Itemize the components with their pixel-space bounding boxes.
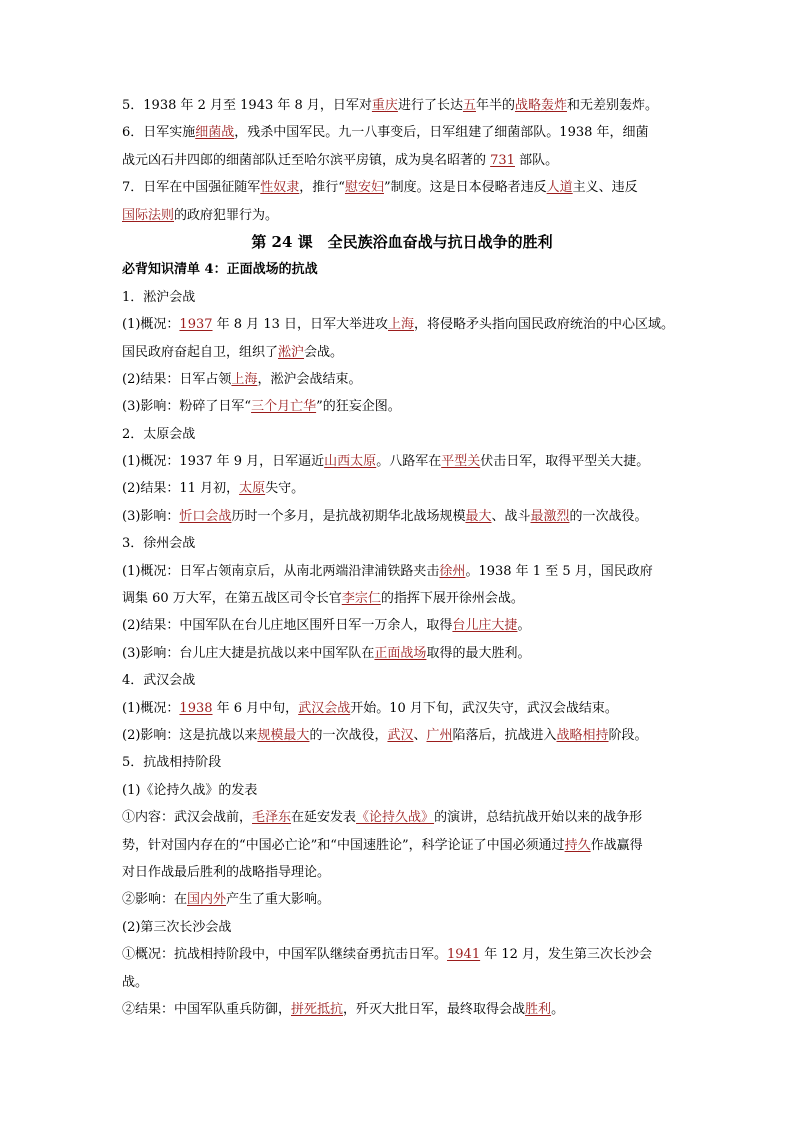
text-segment: (3)影响：粉碎了日军“ bbox=[122, 399, 252, 415]
text-segment: (1)概况：1937 年 9 月，日军逼近 bbox=[122, 454, 325, 470]
text-line bbox=[122, 119, 682, 146]
key-term: 武汉 bbox=[387, 727, 414, 743]
key-term: 最激烈 bbox=[530, 508, 570, 524]
key-term: 国内外 bbox=[187, 892, 227, 908]
text-line bbox=[122, 558, 682, 585]
text-segment: ，推行“ bbox=[299, 180, 345, 196]
text-segment: ”制度。这是日本侵略者违反 bbox=[383, 180, 547, 196]
key-term: 山西太原 bbox=[324, 454, 377, 470]
key-term: 太原 bbox=[239, 481, 266, 497]
text-segment: 第 24 课 全民族浴血奋战与抗日战争的胜利 bbox=[251, 232, 553, 251]
text-line bbox=[122, 585, 682, 612]
text-segment: ，残杀中国军民。九一八事变后，日军组建了细菌部队。1938 年，细菌 bbox=[234, 125, 649, 141]
text-segment: 1．淞沪会战 bbox=[122, 289, 196, 305]
key-term: 上海 bbox=[388, 317, 415, 333]
text-segment: 的指挥下展开徐州会战。 bbox=[380, 591, 524, 607]
text-segment: 会战。 bbox=[304, 344, 344, 360]
text-segment: 历时一个多月，是抗战初期华北战场规模 bbox=[231, 508, 466, 524]
key-term: 五 bbox=[462, 98, 476, 113]
text-line bbox=[122, 174, 682, 201]
text-segment: ①内容：武汉会战前， bbox=[122, 810, 253, 826]
text-segment: 的一次战役， bbox=[309, 727, 388, 743]
text-segment: 调集 60 万大军，在第五战区司令长官 bbox=[122, 591, 342, 607]
text-line bbox=[122, 969, 682, 996]
text-segment: 进行了长达 bbox=[397, 98, 463, 113]
lesson-title bbox=[122, 229, 682, 256]
text-segment: 陷落后，抗战进入 bbox=[452, 727, 557, 743]
section-heading bbox=[122, 256, 682, 283]
text-line bbox=[122, 749, 682, 776]
document-body bbox=[122, 92, 682, 1023]
text-line bbox=[122, 503, 682, 530]
text-line bbox=[122, 941, 682, 968]
text-segment: 取得的最大胜利。 bbox=[426, 645, 531, 661]
key-term: 忻口会战 bbox=[179, 508, 232, 524]
text-segment: 伏击日军，取得平型关大捷。 bbox=[480, 454, 650, 470]
text-segment: 的演讲，总结抗战开始以来的战争形 bbox=[434, 810, 643, 826]
text-segment: ”的狂妄企图。 bbox=[316, 399, 401, 415]
key-term: 拼死抵抗 bbox=[291, 1001, 344, 1017]
text-segment: 战元凶石井四郎的细菌部队迁至哈尔滨平房镇，成为臭名昭著的 bbox=[122, 152, 491, 168]
text-line bbox=[122, 695, 682, 722]
text-line bbox=[122, 284, 682, 311]
text-line bbox=[122, 832, 682, 859]
key-term: 慰安妇 bbox=[344, 180, 384, 196]
text-segment: 2．太原会战 bbox=[122, 426, 196, 442]
key-term: 台儿庄大捷 bbox=[452, 618, 518, 634]
key-term: 胜利 bbox=[525, 1001, 552, 1017]
text-segment: 对日作战最后胜利的战略指导理论。 bbox=[122, 864, 331, 880]
text-segment: 部队。 bbox=[514, 152, 559, 168]
text-segment: 的政府犯罪行为。 bbox=[174, 207, 279, 223]
text-segment: (1)概况：日军占领南京后，从南北两端沿津浦铁路夹击 bbox=[122, 563, 440, 579]
text-line bbox=[122, 448, 682, 475]
text-segment: 阶段。 bbox=[608, 727, 648, 743]
text-line bbox=[122, 859, 682, 886]
text-line bbox=[122, 667, 682, 694]
text-segment: 、战斗 bbox=[491, 508, 531, 524]
text-segment: 。 bbox=[551, 1001, 565, 1017]
key-term: 正面战场 bbox=[374, 645, 427, 661]
text-segment: (2)结果：中国军队在台儿庄地区围歼日军一万余人，取得 bbox=[122, 618, 453, 634]
text-segment: ，将侵略矛头指向国民政府统治的中心区域。 bbox=[414, 317, 675, 333]
text-segment: ②结果：中国军队重兵防御， bbox=[122, 1001, 292, 1017]
text-line bbox=[122, 886, 682, 913]
text-line bbox=[122, 640, 682, 667]
key-term: 上海 bbox=[231, 371, 258, 387]
text-segment: 、 bbox=[413, 727, 427, 743]
key-term: 细菌战 bbox=[195, 125, 235, 141]
key-term: 最大 bbox=[465, 508, 492, 524]
key-term: 国际法则 bbox=[122, 207, 175, 223]
text-line bbox=[122, 804, 682, 831]
text-segment: 主义、违反 bbox=[572, 180, 638, 196]
text-line bbox=[122, 475, 682, 502]
text-segment: (1)概况： bbox=[122, 700, 180, 716]
text-segment: 战。 bbox=[122, 974, 149, 990]
text-segment: 4．武汉会战 bbox=[122, 673, 196, 689]
text-segment: 。 bbox=[517, 618, 531, 634]
text-segment: (2)影响：这是抗战以来 bbox=[122, 727, 258, 743]
key-term: 性奴隶 bbox=[260, 180, 300, 196]
key-term: 平型关 bbox=[441, 454, 481, 470]
text-segment: 年 8 月 13 日，日军大举进攻 bbox=[212, 317, 388, 333]
key-term: 李宗仁 bbox=[341, 591, 381, 607]
text-segment: 6．日军实施 bbox=[122, 125, 196, 141]
text-segment: (1)概况： bbox=[122, 317, 180, 333]
text-line bbox=[122, 393, 682, 420]
key-term: 战略轰炸 bbox=[514, 98, 567, 113]
text-line bbox=[122, 339, 682, 366]
text-segment: 3．徐州会战 bbox=[122, 536, 196, 552]
text-segment: (2)第三次长沙会战 bbox=[122, 919, 232, 935]
text-segment: 的一次战役。 bbox=[569, 508, 648, 524]
text-segment: 必背知识清单 4：正面战场的抗战 bbox=[122, 262, 318, 278]
text-segment: 。1938 年 1 至 5 月，国民政府 bbox=[465, 563, 653, 579]
text-segment: ②影响：在 bbox=[122, 892, 188, 908]
text-line bbox=[122, 366, 682, 393]
text-segment: ，歼灭大批日军，最终取得会战 bbox=[343, 1001, 526, 1017]
text-segment: 年半的 bbox=[475, 98, 515, 113]
key-term: 淞沪 bbox=[278, 344, 305, 360]
text-segment: 。八路军在 bbox=[376, 454, 442, 470]
key-term: 战略相持 bbox=[556, 727, 609, 743]
key-term: 《论持久战》 bbox=[356, 810, 435, 826]
text-line bbox=[122, 92, 682, 119]
text-segment: 5．1938 年 2 月至 1943 年 8 月，日军对 bbox=[122, 98, 372, 113]
text-line bbox=[122, 530, 682, 557]
text-line bbox=[122, 421, 682, 448]
text-segment: 7．日军在中国强征随军 bbox=[122, 180, 261, 196]
text-segment: 5．抗战相持阶段 bbox=[122, 755, 222, 771]
key-term: 人道 bbox=[546, 180, 573, 196]
key-term: 1937 bbox=[179, 317, 213, 333]
key-term: 731 bbox=[490, 152, 515, 168]
text-segment: 年 12 月，发生第三次长沙会 bbox=[480, 947, 653, 963]
text-segment: (3)影响：台儿庄大捷是抗战以来中国军队在 bbox=[122, 645, 375, 661]
text-segment: 在延安发表 bbox=[291, 810, 357, 826]
text-segment: (1)《论持久战》的发表 bbox=[122, 782, 258, 798]
key-term: 三个月亡华 bbox=[251, 399, 317, 415]
key-term: 徐州 bbox=[439, 563, 466, 579]
text-segment: 失守。 bbox=[265, 481, 305, 497]
text-line bbox=[122, 147, 682, 174]
text-line bbox=[122, 722, 682, 749]
key-term: 持久 bbox=[564, 837, 591, 853]
text-segment: ①概况：抗战相持阶段中，中国军队继续奋勇抗击日军。 bbox=[122, 947, 448, 963]
text-line bbox=[122, 914, 682, 941]
key-term: 1938 bbox=[179, 700, 213, 716]
key-term: 规模最大 bbox=[257, 727, 310, 743]
text-line bbox=[122, 612, 682, 639]
key-term: 武汉会战 bbox=[298, 700, 351, 716]
text-segment: 开始。10 月下旬，武汉失守，武汉会战结束。 bbox=[350, 700, 618, 716]
text-segment: (2)结果：11 月初， bbox=[122, 481, 240, 497]
text-segment: ，淞沪会战结束。 bbox=[257, 371, 362, 387]
key-term: 1941 bbox=[447, 947, 481, 963]
text-line bbox=[122, 777, 682, 804]
text-segment: 国民政府奋起自卫，组织了 bbox=[122, 344, 279, 360]
text-segment: 和无差别轰炸。 bbox=[567, 98, 659, 113]
text-segment: (3)影响： bbox=[122, 508, 180, 524]
text-segment: 年 6 月中旬， bbox=[212, 700, 299, 716]
key-term: 广州 bbox=[426, 727, 453, 743]
key-term: 毛泽东 bbox=[252, 810, 292, 826]
text-segment: 产生了重大影响。 bbox=[226, 892, 331, 908]
text-segment: (2)结果：日军占领 bbox=[122, 371, 232, 387]
text-line bbox=[122, 202, 682, 229]
key-term: 重庆 bbox=[371, 98, 398, 113]
text-line bbox=[122, 311, 682, 338]
text-line bbox=[122, 996, 682, 1023]
text-segment: 作战赢得 bbox=[590, 837, 643, 853]
text-segment: 势，针对国内存在的“中国必亡论”和“中国速胜论”，科学论证了中国必须通过 bbox=[122, 837, 565, 853]
